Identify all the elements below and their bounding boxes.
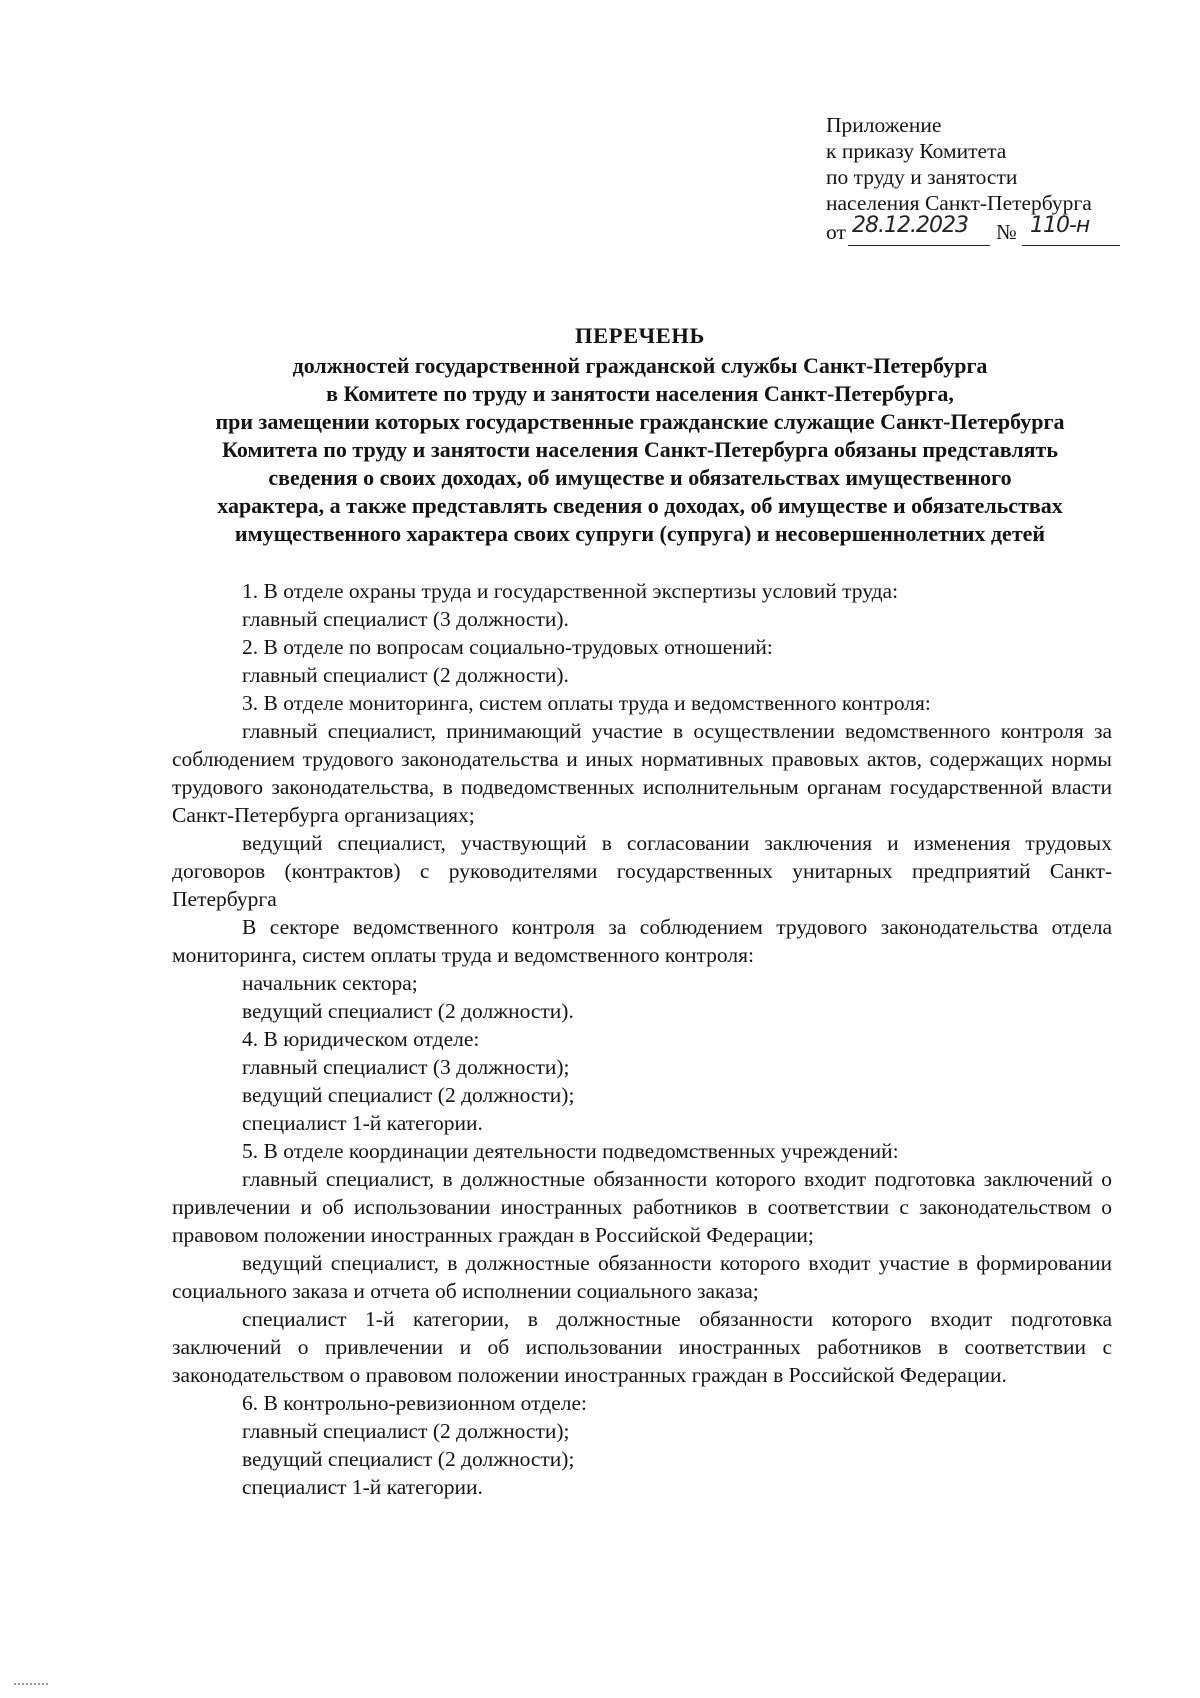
appendix-line: Приложение (826, 113, 942, 137)
date-prefix: от (826, 220, 846, 244)
list-item: 1. В отделе охраны труда и государственной экспертизы условий труда: (242, 579, 899, 603)
list-item: главный специалист (3 должности). (242, 607, 569, 631)
document-body (172, 577, 1112, 1501)
scan-artifact (14, 1683, 48, 1685)
title-line: сведения о своих доходах, об имуществе и обязательствах имущественного (268, 465, 1012, 490)
title-line: должностей государственной гражданской службы Санкт-Петербурга (292, 353, 988, 378)
appendix-header (826, 112, 1092, 246)
title-line: при замещении которых государственные гражданские служащие Санкт-Петербурга (215, 409, 1065, 434)
order-date-number-line (826, 213, 1092, 246)
appendix-line: по труду и занятости (826, 165, 1018, 189)
paragraph: В секторе ведомственного контроля за соблюдением трудового законодательства отдела мониторинга, систем оплаты труда и ведомственного контроля: (172, 915, 1112, 967)
list-item: главный специалист (3 должности); (242, 1055, 570, 1079)
list-item: начальник сектора; (242, 971, 418, 995)
list-item: ведущий специалист (2 должности). (242, 999, 574, 1023)
handwritten-number: 110-н (1030, 213, 1090, 238)
title-line: в Комитете по труду и занятости населения Санкт-Петербурга, (326, 381, 954, 406)
appendix-line: к приказу Комитета (826, 139, 1007, 163)
list-item: 5. В отделе координации деятельности подведомственных учреждений: (242, 1139, 899, 1163)
list-item: 3. В отделе мониторинга, систем оплаты труда и ведомственного контроля: (242, 691, 931, 715)
paragraph: ведущий специалист, участвующий в согласовании заключения и изменения трудовых договоров (контрактов) с руководителями государственных унитарных предприятий Санкт-Петербурга (172, 831, 1112, 911)
list-item: 6. В контрольно-ревизионном отделе: (242, 1391, 587, 1415)
list-item: 2. В отделе по вопросам социально-трудовых отношений: (242, 635, 773, 659)
paragraph: специалист 1-й категории, в должностные обязанности которого входит подготовка заключений о привлечении и об использовании иностранных работников в соответствии с законодательством о правовом положении иностранных граждан в Российской Федерации. (172, 1307, 1112, 1387)
paragraph: главный специалист, принимающий участие в осуществлении ведомственного контроля за соблюдением трудового законодательства и иных нормативных правовых актов, содержащих нормы трудового законодательства, в подведомственных исполнительным органам государственной власти Санкт-Петербурга организациях; (172, 719, 1112, 827)
list-item: главный специалист (2 должности); (242, 1419, 570, 1443)
list-item: главный специалист (2 должности). (242, 663, 569, 687)
document-title (170, 322, 1110, 548)
paragraph: ведущий специалист, в должностные обязанности которого входит участие в формировании социального заказа и отчета об исполнении социального заказа; (172, 1251, 1112, 1303)
handwritten-date: 28.12.2023 (852, 213, 968, 238)
title-line: характера, а также представлять сведения о доходах, об имуществе и обязательствах (217, 493, 1063, 518)
number-prefix: № (996, 220, 1017, 244)
title-heading: ПЕРЕЧЕНЬ (575, 323, 705, 348)
list-item: специалист 1-й категории. (242, 1475, 483, 1499)
list-item: ведущий специалист (2 должности); (242, 1083, 575, 1107)
list-item: ведущий специалист (2 должности); (242, 1447, 575, 1471)
appendix-line: населения Санкт-Петербурга (826, 191, 1092, 215)
list-item: специалист 1-й категории. (242, 1111, 483, 1135)
list-item: 4. В юридическом отделе: (242, 1027, 480, 1051)
title-line: имущественного характера своих супруги (супруга) и несовершеннолетних детей (234, 521, 1046, 546)
number-underline (1022, 245, 1120, 246)
title-line: Комитета по труду и занятости населения Санкт-Петербурга обязаны представлять (222, 437, 1058, 462)
date-underline (848, 245, 990, 246)
paragraph: главный специалист, в должностные обязанности которого входит подготовка заключений о привлечении и об использовании иностранных работников в соответствии с законодательством о правовом положении иностранных граждан в Российской Федерации; (172, 1167, 1112, 1247)
